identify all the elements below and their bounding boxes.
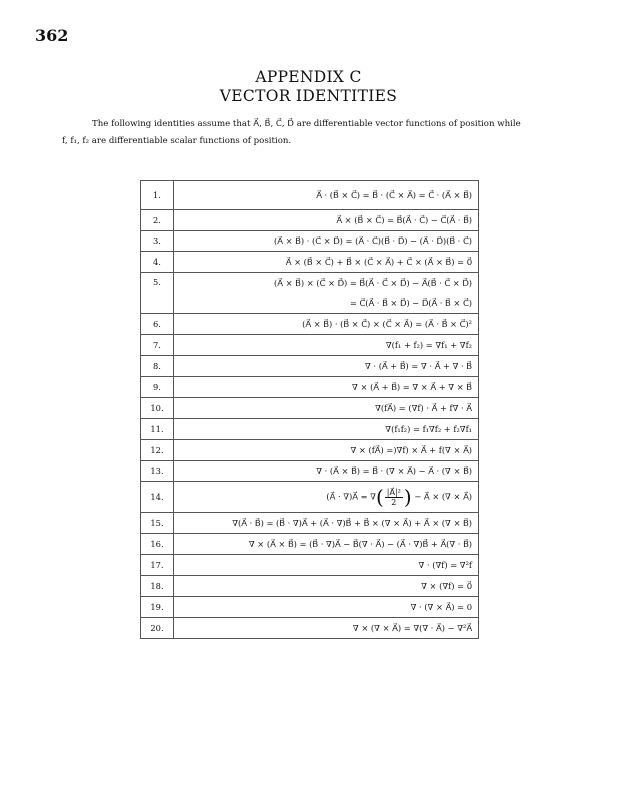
identities-table <box>140 180 479 639</box>
table-row <box>141 252 479 273</box>
identity-formula <box>174 273 479 314</box>
identity-formula: A⃗ × (B⃗ × C⃗) + B⃗ × (C⃗ × A⃗) + C⃗ × (A⃗ × B⃗) = 0⃗ <box>174 252 479 273</box>
row-number: 7. <box>141 335 174 356</box>
identity-formula: ∇ × (fA⃗) =)∇f) × A⃗ + f(∇ × A⃗) <box>174 440 479 461</box>
row-number: 5. <box>141 273 174 314</box>
row-number: 1. <box>141 181 174 210</box>
row-number: 14. <box>141 482 174 513</box>
fraction <box>385 488 403 507</box>
page-number: 362 <box>35 26 69 45</box>
identity-formula: ∇(f₁f₂) = f₁∇f₂ + f₂∇f₁ <box>174 419 479 440</box>
row-number: 8. <box>141 356 174 377</box>
appendix-title <box>0 68 617 106</box>
identity-formula: (A⃗ × B⃗) · (C⃗ × D⃗) = (A⃗ · C⃗)(B⃗ · D⃗) − (A⃗ · D⃗)(B⃗ · C⃗) <box>174 231 479 252</box>
table-row <box>141 419 479 440</box>
row-number: 12. <box>141 440 174 461</box>
row-number: 10. <box>141 398 174 419</box>
row-number: 3. <box>141 231 174 252</box>
row-number: 13. <box>141 461 174 482</box>
table-row <box>141 482 479 513</box>
right-paren: ) <box>403 485 412 509</box>
table-row <box>141 398 479 419</box>
identity-formula-rhs: − A⃗ × (∇ × A⃗) <box>414 491 472 502</box>
identity-formula: ∇ × (∇f) = 0⃗ <box>174 576 479 597</box>
row-number: 4. <box>141 252 174 273</box>
table-row <box>141 273 479 314</box>
intro-paragraph <box>62 116 548 150</box>
identity-formula: ∇ × (A⃗ + B⃗) = ∇ × A⃗ + ∇ × B⃗ <box>174 377 479 398</box>
identity-formula-line-1: (A⃗ × B⃗) × (C⃗ × D⃗) = B⃗(A⃗ · C⃗ × D⃗) − A⃗(B⃗ · C⃗ × D⃗) <box>274 278 472 288</box>
table-row <box>141 618 479 639</box>
identity-formula: ∇ × (A⃗ × B⃗) = (B⃗ · ∇)A⃗ − B⃗(∇ · A⃗) − (A⃗ · ∇)B⃗ + A⃗(∇ · B⃗) <box>174 534 479 555</box>
appendix-heading: APPENDIX C <box>255 68 362 86</box>
table-row <box>141 597 479 618</box>
row-number: 11. <box>141 419 174 440</box>
fraction-denominator: 2 <box>391 497 397 507</box>
table-row <box>141 181 479 210</box>
identity-formula: (A⃗ × B⃗) · (B⃗ × C⃗) × (C⃗ × A⃗) = (A⃗ · B⃗ × C⃗)² <box>174 314 479 335</box>
row-number: 6. <box>141 314 174 335</box>
row-number: 9. <box>141 377 174 398</box>
appendix-subtitle: VECTOR IDENTITIES <box>219 87 398 105</box>
identity-formula: ∇(A⃗ · B⃗) = (B⃗ · ∇)A⃗ + (A⃗ · ∇)B⃗ + B⃗ × (∇ × A⃗) + A⃗ × (∇ × B⃗) <box>174 513 479 534</box>
table-row <box>141 210 479 231</box>
identity-formula: ∇ · (A⃗ + B⃗) = ∇ · A⃗ + ∇ · B⃗ <box>174 356 479 377</box>
fraction-numerator: |A⃗|² <box>386 487 401 497</box>
identity-formula-lhs: (A⃗ · ∇)A⃗ = ∇ <box>326 491 376 502</box>
identity-formula <box>174 482 479 513</box>
row-number: 2. <box>141 210 174 231</box>
table-row <box>141 440 479 461</box>
row-number: 17. <box>141 555 174 576</box>
table-row <box>141 534 479 555</box>
identity-formula: ∇ · (∇ × A⃗) = 0 <box>174 597 479 618</box>
intro-line-2: f, f₁, f₂ are differentiable scalar functions of position. <box>62 136 292 146</box>
table-row <box>141 356 479 377</box>
identity-formula: ∇ × (∇ × A⃗) = ∇(∇ · A⃗) − ∇²A⃗ <box>174 618 479 639</box>
row-number: 15. <box>141 513 174 534</box>
identity-formula: ∇(f₁ + f₂) = ∇f₁ + ∇f₂ <box>174 335 479 356</box>
identity-formula: A⃗ · (B⃗ × C⃗) = B⃗ · (C⃗ × A⃗) = C⃗ · (A⃗ × B⃗) <box>174 181 479 210</box>
table-row <box>141 513 479 534</box>
identity-formula: A⃗ × (B⃗ × C⃗) = B⃗(A⃗ · C⃗) − C⃗(A⃗ · B⃗) <box>174 210 479 231</box>
table-row <box>141 231 479 252</box>
row-number: 16. <box>141 534 174 555</box>
row-number: 19. <box>141 597 174 618</box>
table-row <box>141 377 479 398</box>
identity-formula-line-2: = C⃗(A⃗ · B⃗ × D⃗) − D⃗(A⃗ · B⃗ × C⃗) <box>349 298 472 308</box>
left-paren: ( <box>375 485 384 509</box>
table-row <box>141 335 479 356</box>
table-row <box>141 555 479 576</box>
identity-formula: ∇(fA⃗) = (∇f) · A⃗ + f∇ · A⃗ <box>174 398 479 419</box>
row-number: 18. <box>141 576 174 597</box>
row-number: 20. <box>141 618 174 639</box>
table-row <box>141 461 479 482</box>
identity-formula: ∇ · (∇f) = ∇²f <box>174 555 479 576</box>
identity-formula: ∇ · (A⃗ × B⃗) = B⃗ · (∇ × A⃗) − A⃗ · (∇ × B⃗) <box>174 461 479 482</box>
intro-line-1: The following identities assume that A⃗, B⃗, C⃗, D⃗ are differentiable vector functions of position while <box>92 119 521 129</box>
table-row <box>141 314 479 335</box>
table-row <box>141 576 479 597</box>
